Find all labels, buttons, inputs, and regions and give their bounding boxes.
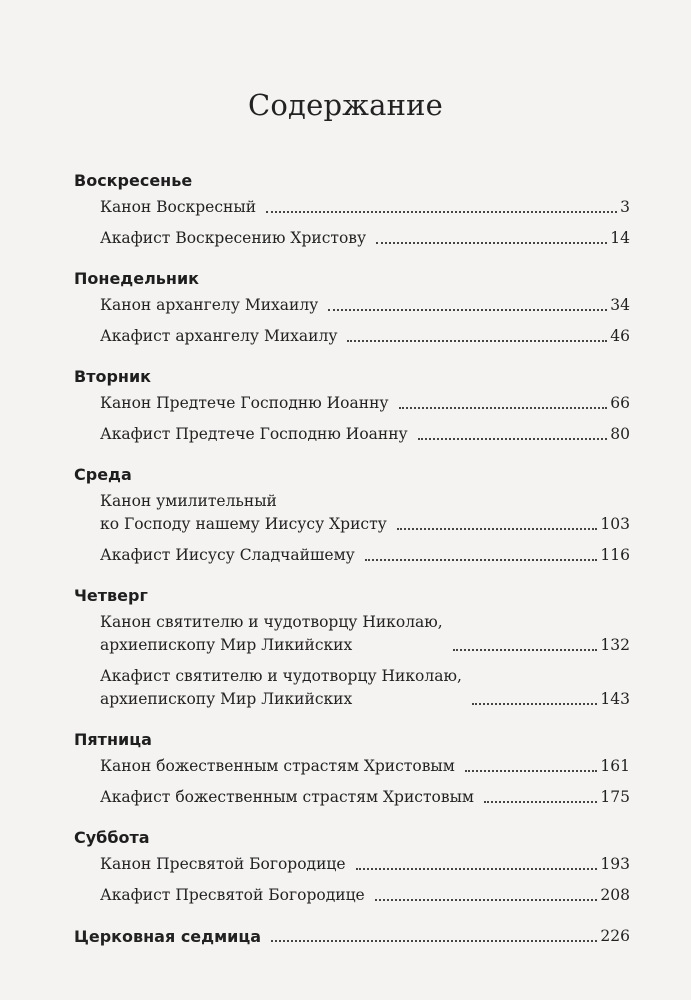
entry-title: Канон Предтече Господню Иоанну [100, 394, 389, 412]
page-number: 14 [610, 229, 630, 247]
entry-title: Акафист архангелу Михаилу [100, 327, 338, 345]
page-number: 34 [610, 296, 630, 314]
page-title: Содержание [247, 88, 444, 122]
dot-leader [347, 340, 607, 342]
final-entry-title: Церковная седмица [74, 927, 262, 946]
section-heading: Воскресенье [74, 171, 193, 190]
toc-entry [100, 227, 630, 250]
page-number: 3 [620, 198, 630, 216]
toc-final-entry [74, 925, 630, 948]
toc-entry [100, 665, 630, 711]
entry-title: Канон умилительный ко Господу нашему Иисусу Христу [100, 492, 387, 533]
entry-title: Акафист Предтече Господню Иоанну [100, 425, 408, 443]
page-number: 46 [610, 327, 630, 345]
page-number: 103 [600, 515, 630, 533]
entry-title: Канон святителю и чудотворцу Николаю, архиепископу Мир Ликийских [100, 613, 443, 654]
entry-title: Акафист Пресвятой Богородице [100, 886, 365, 904]
entry-title: Канон божественным страстям Христовым [100, 757, 455, 775]
toc-section [74, 729, 630, 809]
section-heading: Вторник [74, 367, 152, 386]
toc-section [74, 827, 630, 907]
section-heading: Понедельник [74, 269, 200, 288]
toc-entry [100, 294, 630, 317]
dot-leader [365, 559, 598, 561]
toc-section [74, 464, 630, 567]
entry-title: Акафист Иисусу Сладчайшему [100, 546, 355, 564]
page-number: 143 [600, 690, 630, 708]
dot-leader [376, 242, 607, 244]
toc-entry [100, 884, 630, 907]
dot-leader [484, 801, 597, 803]
toc-section [74, 170, 630, 250]
toc-section [74, 366, 630, 446]
toc-section [74, 585, 630, 711]
page-number: 175 [600, 788, 630, 806]
section-heading: Среда [74, 465, 132, 484]
toc-entry [100, 853, 630, 876]
toc-entry [100, 490, 630, 536]
toc-entry [100, 392, 630, 415]
entry-title: Акафист божественным страстям Христовым [100, 788, 474, 806]
page-number: 208 [600, 886, 630, 904]
dot-leader [465, 770, 598, 772]
dot-leader [266, 211, 617, 213]
entry-title: Канон архангелу Михаилу [100, 296, 319, 314]
entry-title: Канон Воскресный [100, 198, 257, 216]
entry-title: Канон Пресвятой Богородице [100, 855, 346, 873]
toc-entry [100, 611, 630, 657]
page-number: 66 [610, 394, 630, 412]
page-number: 132 [600, 636, 630, 654]
section-heading: Четверг [74, 586, 148, 605]
dot-leader [453, 649, 598, 651]
dot-leader [328, 309, 607, 311]
dot-leader [472, 703, 598, 705]
toc-entry [100, 423, 630, 446]
dot-leader [397, 528, 598, 530]
page-number: 193 [600, 855, 630, 873]
dot-leader [356, 868, 598, 870]
toc-entry [100, 755, 630, 778]
toc-section [74, 268, 630, 348]
entry-title: Акафист святителю и чудотворцу Николаю, архиепископу Мир Ликийских [100, 667, 462, 708]
section-heading: Пятница [74, 730, 152, 749]
toc-entry [100, 325, 630, 348]
dot-leader [418, 438, 608, 440]
dot-leader [399, 407, 608, 409]
page-number: 161 [600, 757, 630, 775]
page-number: 80 [610, 425, 630, 443]
page-number: 226 [600, 927, 630, 945]
section-heading: Суббота [74, 828, 150, 847]
toc-entry [100, 544, 630, 567]
table-of-contents [74, 170, 630, 948]
dot-leader [375, 899, 598, 901]
toc-entry [100, 196, 630, 219]
page-number: 116 [600, 546, 630, 564]
dot-leader [271, 940, 597, 942]
entry-title: Акафист Воскресению Христову [100, 229, 367, 247]
toc-entry [100, 786, 630, 809]
